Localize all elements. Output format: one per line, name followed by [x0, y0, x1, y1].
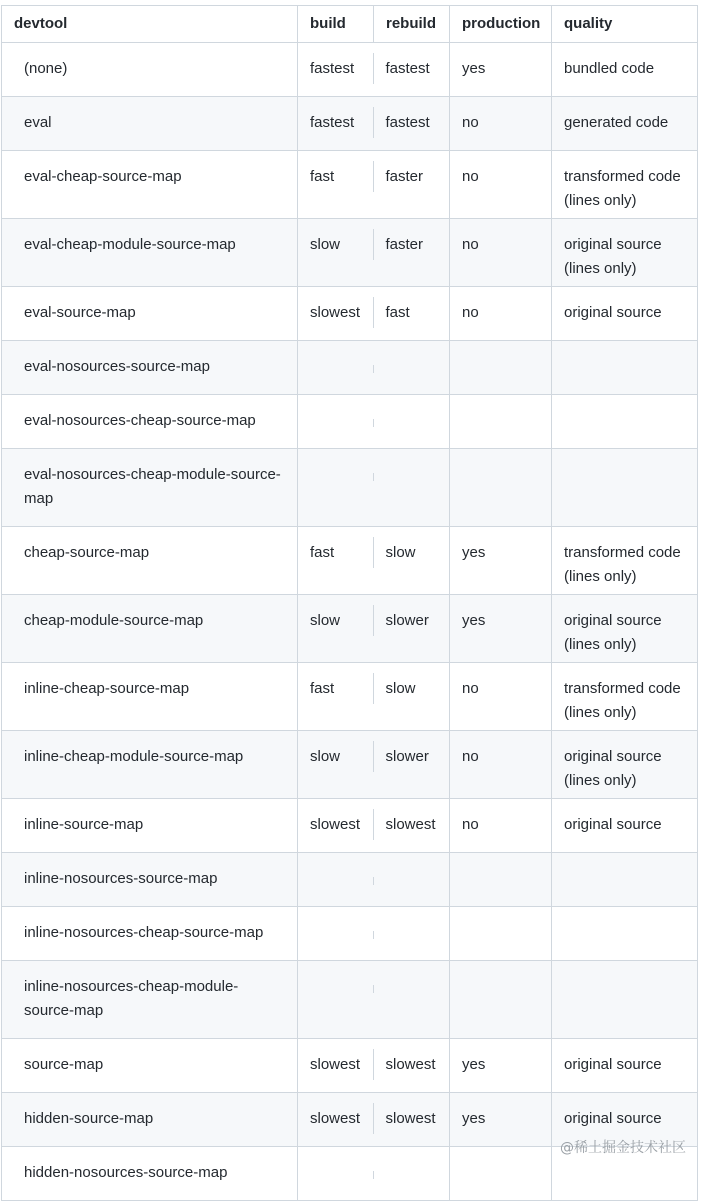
cell-build: slow: [298, 219, 374, 287]
cell-quality: original source (lines only): [552, 219, 698, 287]
cell-devtool: source-map: [2, 1039, 298, 1093]
cell-quality: transformed code (lines only): [552, 151, 698, 219]
cell-divider: [373, 537, 374, 568]
cell-quality: original source (lines only): [552, 731, 698, 799]
cell-production: yes: [450, 595, 552, 663]
cell-production: no: [450, 151, 552, 219]
cell-quality: transformed code (lines only): [552, 527, 698, 595]
cell-production: no: [450, 219, 552, 287]
cell-divider: [373, 877, 374, 885]
table-row: [2, 527, 698, 595]
cell-rebuild: slow: [374, 527, 450, 595]
cell-build: [298, 341, 374, 395]
cell-quality: generated code: [552, 97, 698, 151]
cell-devtool: cheap-module-source-map: [2, 595, 298, 663]
cell-rebuild: [374, 907, 450, 961]
cell-rebuild: faster: [374, 219, 450, 287]
cell-devtool: inline-nosources-cheap-source-map: [2, 907, 298, 961]
cell-build: [298, 961, 374, 1039]
cell-rebuild: [374, 961, 450, 1039]
cell-build: slowest: [298, 287, 374, 341]
cell-build: [298, 449, 374, 527]
cell-quality: [552, 341, 698, 395]
cell-production: [450, 449, 552, 527]
cell-divider: [373, 297, 374, 328]
cell-devtool: inline-cheap-module-source-map: [2, 731, 298, 799]
cell-quality: original source (lines only): [552, 595, 698, 663]
cell-build: slow: [298, 595, 374, 663]
table-row: [2, 341, 698, 395]
cell-rebuild: slowest: [374, 799, 450, 853]
table-row: [2, 663, 698, 731]
cell-divider: [373, 1049, 374, 1080]
cell-build: slow: [298, 731, 374, 799]
cell-build: fastest: [298, 43, 374, 97]
cell-quality: original source: [552, 799, 698, 853]
cell-build: fast: [298, 151, 374, 219]
cell-quality: bundled code: [552, 43, 698, 97]
cell-production: yes: [450, 1093, 552, 1147]
cell-build: slowest: [298, 1093, 374, 1147]
cell-devtool: inline-source-map: [2, 799, 298, 853]
cell-devtool: (none): [2, 43, 298, 97]
cell-devtool: hidden-nosources-source-map: [2, 1147, 298, 1201]
cell-devtool: eval-nosources-cheap-source-map: [2, 395, 298, 449]
cell-divider: [373, 53, 374, 84]
cell-devtool: eval-source-map: [2, 287, 298, 341]
cell-rebuild: [374, 341, 450, 395]
devtool-comparison-table: [1, 5, 698, 1201]
table-row: [2, 449, 698, 527]
cell-quality: [552, 395, 698, 449]
table-row: [2, 97, 698, 151]
cell-divider: [373, 473, 374, 481]
header-quality: quality: [552, 6, 698, 43]
cell-devtool: cheap-source-map: [2, 527, 298, 595]
cell-devtool: eval-cheap-module-source-map: [2, 219, 298, 287]
cell-production: no: [450, 799, 552, 853]
cell-production: yes: [450, 1039, 552, 1093]
cell-production: no: [450, 287, 552, 341]
cell-production: yes: [450, 527, 552, 595]
cell-build: [298, 1147, 374, 1201]
cell-rebuild: fastest: [374, 43, 450, 97]
cell-rebuild: fast: [374, 287, 450, 341]
cell-build: fast: [298, 527, 374, 595]
cell-divider: [373, 107, 374, 138]
cell-devtool: inline-nosources-source-map: [2, 853, 298, 907]
cell-production: [450, 961, 552, 1039]
cell-rebuild: slower: [374, 595, 450, 663]
cell-build: slowest: [298, 799, 374, 853]
header-devtool: devtool: [2, 6, 298, 43]
table-row: [2, 799, 698, 853]
table-row: [2, 287, 698, 341]
cell-rebuild: slower: [374, 731, 450, 799]
cell-production: [450, 1147, 552, 1201]
cell-quality: [552, 449, 698, 527]
cell-production: no: [450, 97, 552, 151]
table-header: [2, 6, 698, 43]
cell-build: fastest: [298, 97, 374, 151]
cell-build: fast: [298, 663, 374, 731]
cell-production: [450, 341, 552, 395]
cell-divider: [373, 419, 374, 427]
cell-divider: [373, 985, 374, 993]
cell-devtool: inline-cheap-source-map: [2, 663, 298, 731]
cell-divider: [373, 931, 374, 939]
cell-production: no: [450, 731, 552, 799]
table-row: [2, 151, 698, 219]
cell-build: slowest: [298, 1039, 374, 1093]
table-row: [2, 43, 698, 97]
cell-divider: [373, 365, 374, 373]
header-rebuild: rebuild: [374, 6, 450, 43]
table-row: [2, 961, 698, 1039]
cell-devtool: eval: [2, 97, 298, 151]
table-row: [2, 907, 698, 961]
cell-rebuild: slowest: [374, 1039, 450, 1093]
cell-production: yes: [450, 43, 552, 97]
cell-rebuild: faster: [374, 151, 450, 219]
table-row: [2, 395, 698, 449]
cell-quality: original source: [552, 1093, 698, 1147]
table-row: [2, 595, 698, 663]
cell-rebuild: [374, 853, 450, 907]
cell-divider: [373, 673, 374, 704]
cell-quality: transformed code (lines only): [552, 663, 698, 731]
cell-quality: [552, 961, 698, 1039]
cell-rebuild: [374, 395, 450, 449]
cell-devtool: eval-nosources-cheap-module-source-map: [2, 449, 298, 527]
header-build: build: [298, 6, 374, 43]
cell-production: [450, 853, 552, 907]
header-production: production: [450, 6, 552, 43]
cell-production: [450, 395, 552, 449]
cell-build: [298, 907, 374, 961]
table-row: [2, 731, 698, 799]
cell-devtool: inline-nosources-cheap-module-source-map: [2, 961, 298, 1039]
cell-build: [298, 853, 374, 907]
cell-quality: original source: [552, 287, 698, 341]
cell-divider: [373, 161, 374, 192]
cell-quality: [552, 907, 698, 961]
cell-divider: [373, 229, 374, 260]
cell-divider: [373, 809, 374, 840]
cell-rebuild: [374, 1147, 450, 1201]
cell-devtool: eval-nosources-source-map: [2, 341, 298, 395]
table-row: [2, 1039, 698, 1093]
cell-rebuild: slow: [374, 663, 450, 731]
cell-production: [450, 907, 552, 961]
cell-rebuild: fastest: [374, 97, 450, 151]
table-body: [2, 43, 698, 1201]
watermark: @稀土掘金技术社区: [560, 1140, 686, 1156]
cell-divider: [373, 1103, 374, 1134]
cell-quality: [552, 853, 698, 907]
cell-rebuild: [374, 449, 450, 527]
cell-devtool: hidden-source-map: [2, 1093, 298, 1147]
cell-build: [298, 395, 374, 449]
cell-production: no: [450, 663, 552, 731]
header-row: [2, 6, 698, 43]
cell-rebuild: slowest: [374, 1093, 450, 1147]
cell-divider: [373, 1171, 374, 1179]
cell-quality: original source: [552, 1039, 698, 1093]
cell-divider: [373, 741, 374, 772]
table-row: [2, 219, 698, 287]
cell-devtool: eval-cheap-source-map: [2, 151, 298, 219]
cell-divider: [373, 605, 374, 636]
table-row: [2, 853, 698, 907]
